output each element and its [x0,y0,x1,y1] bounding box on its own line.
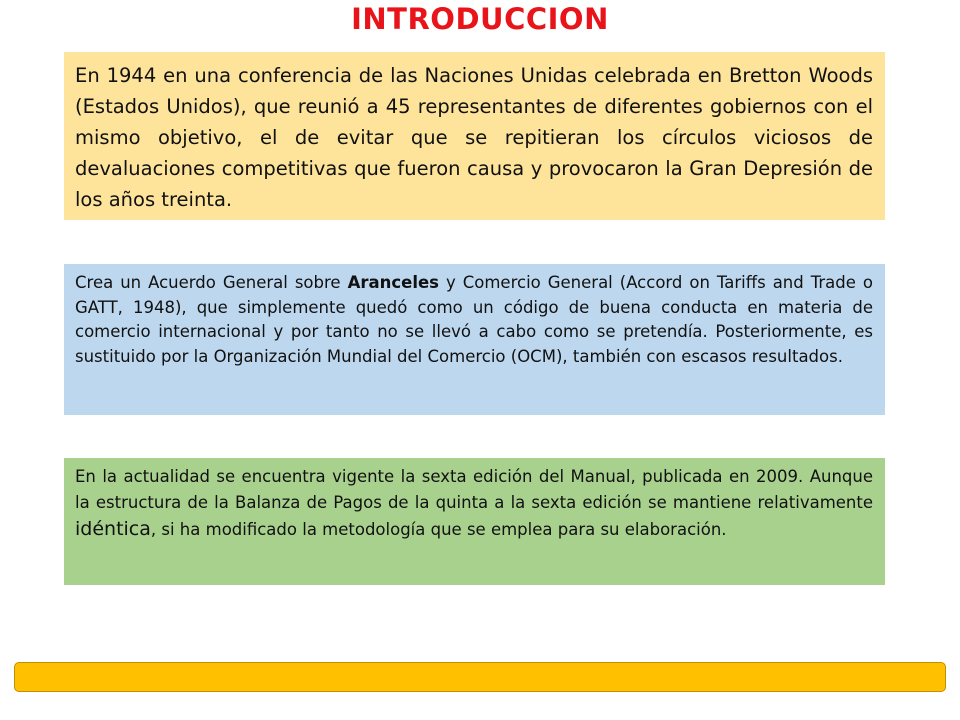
paragraph-bretton-woods: En 1944 en una conferencia de las Naciones Unidas celebrada en Bretton Woods (Estados Unidos), que reunió a 45 representantes de diferentes gobiernos con el mismo objetivo, el de evitar que se repitieran los círculos viciosos de devaluaciones competitivas que fueron causa y provocaron la Gran Depresión de los años treinta. [75,64,873,211]
paragraph-gatt-bold: Aranceles [347,273,439,292]
paragraph-manual-before: En la actualidad se encuentra vigente la sexta edición del Manual, publicada en 2009. Aunque la estructura de la Balanza de Pagos de la quinta a la sexta edición se mantiene relativamente [75,467,873,512]
paragraph-manual-emphasis: idéntica [75,518,151,540]
paragraph-gatt-after: y Comercio General (Accord on Tariffs and Trade o GATT, 1948), que simplemente quedó como un código de buena conducta en materia de comercio internacional y por tanto no se llevó a cabo como se pretendía. Posteriormente, es sustituido por la Organización Mundial del Comercio (OCM), también con escasos resultados. [75,273,873,366]
intro-box-bretton-woods [64,52,885,220]
footer-bar [14,662,946,692]
intro-box-manual [64,458,885,585]
intro-box-gatt [64,264,885,415]
paragraph-gatt-before: Crea un Acuerdo General sobre [75,273,348,292]
paragraph-manual-after: , si ha modificado la metodología que se emplea para su elaboración. [150,520,727,539]
slide-title: INTRODUCCION [351,2,609,36]
